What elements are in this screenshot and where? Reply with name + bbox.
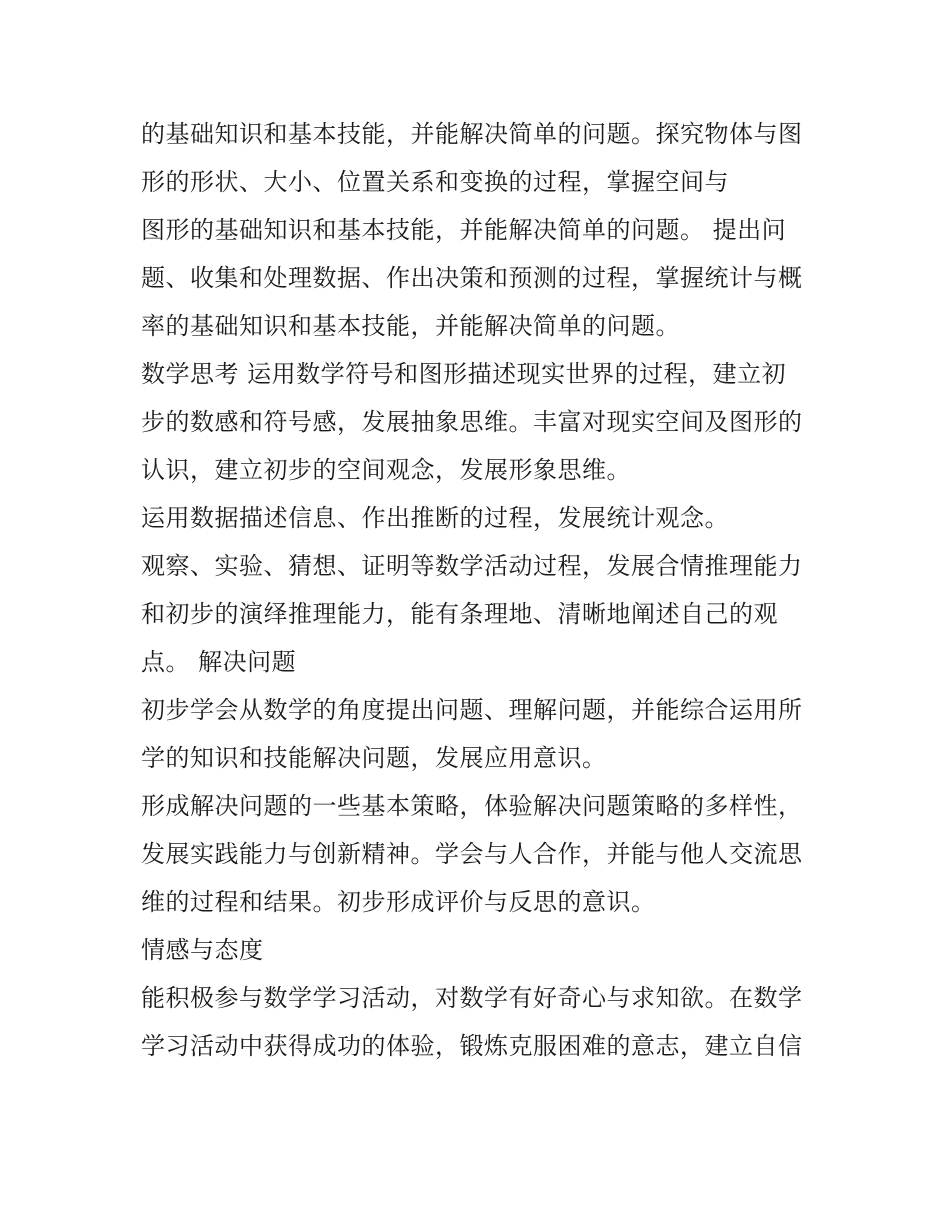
text-line: 率的基础知识和基本技能，并能解决简单的问题。 <box>141 312 680 340</box>
text-line: 发展实践能力与创新精神。学会与人合作，并能与他人交流思 <box>141 840 803 868</box>
text-line: 题、收集和处理数据、作出决策和预测的过程，掌握统计与概 <box>141 264 803 292</box>
body-text <box>141 110 821 1070</box>
text-line: 维的过程和结果。初步形成评价与反思的意识。 <box>141 888 656 916</box>
text-line: 点。 解决问题 <box>141 648 297 676</box>
text-line: 能积极参与数学学习活动，对数学有好奇心与求知欲。在数学 <box>141 984 803 1012</box>
text-line: 观察、实验、猜想、证明等数学活动过程，发展合情推理能力 <box>141 552 803 580</box>
text-line: 数学思考 运用数学符号和图形描述现实世界的过程，建立初 <box>141 360 787 388</box>
text-line: 的基础知识和基本技能，并能解决简单的问题。探究物体与图 <box>141 120 803 148</box>
text-line: 图形的基础知识和基本技能，并能解决简单的问题。 提出问 <box>141 216 787 244</box>
text-line: 和初步的演绎推理能力，能有条理地、清晰地阐述自己的观 <box>141 600 778 628</box>
text-line: 步的数感和符号感，发展抽象思维。丰富对现实空间及图形的 <box>141 408 803 436</box>
section-heading: 情感与态度 <box>141 936 264 964</box>
text-line: 运用数据描述信息、作出推断的过程，发展统计观念。 <box>141 504 729 532</box>
text-line: 形的形状、大小、位置关系和变换的过程，掌握空间与 <box>141 168 729 196</box>
text-line: 形成解决问题的一些基本策略，体验解决问题策略的多样性， <box>141 792 803 820</box>
text-line: 初步学会从数学的角度提出问题、理解问题，并能综合运用所 <box>141 696 803 724</box>
text-line: 学的知识和技能解决问题，发展应用意识。 <box>141 744 607 772</box>
text-line: 学习活动中获得成功的体验，锻炼克服困难的意志，建立自信 <box>141 1032 803 1060</box>
text-line: 认识，建立初步的空间观念，发展形象思维。 <box>141 456 631 484</box>
